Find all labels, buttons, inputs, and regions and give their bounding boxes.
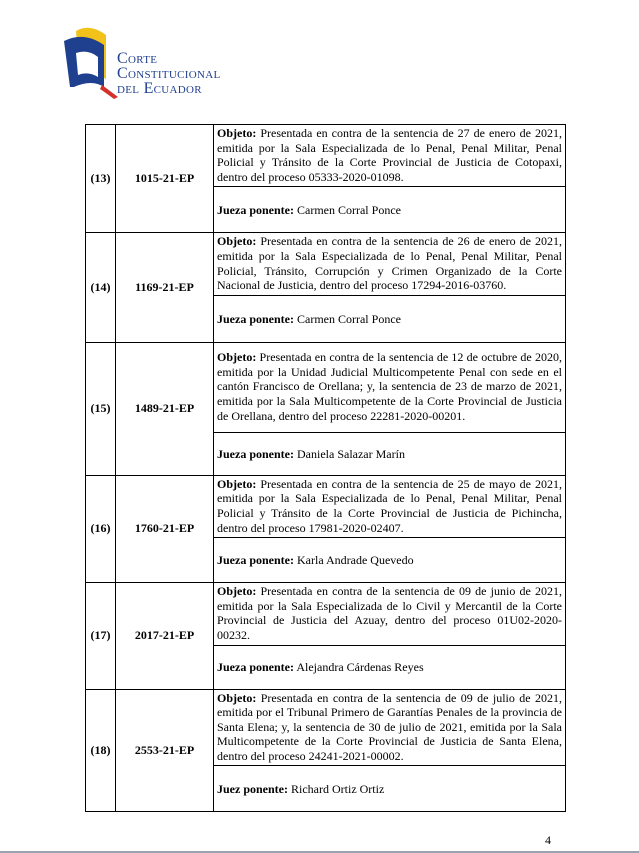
court-name xyxy=(117,51,220,96)
judge-label: Juez ponente: xyxy=(217,781,288,796)
case-judge xyxy=(214,645,566,689)
object-label: Objeto: xyxy=(217,126,257,140)
case-row-object xyxy=(86,475,566,537)
case-row-object xyxy=(86,583,566,645)
case-object xyxy=(214,475,566,537)
case-number: (17) xyxy=(86,583,116,689)
case-row-object xyxy=(86,233,566,295)
case-judge xyxy=(214,538,566,583)
case-object xyxy=(214,342,566,432)
court-logo xyxy=(62,27,252,107)
judge-name: Richard Ortiz Ortiz xyxy=(288,781,385,796)
case-object xyxy=(214,233,566,295)
case-object xyxy=(214,125,566,187)
object-text: Presentada en contra de la sentencia de 09 de julio de 2021, emitida por el Tribunal Primero de Garantías Penales de la provincia de Santa Elena; y, la sentencia de 30 de julio de 2021, emitida por la Sala Multicompetente de la Corte Provincial de Justicia de Santa Elena, dentro del proceso 24241-2021-00002. xyxy=(217,690,562,763)
judge-name: Alejandra Cárdenas Reyes xyxy=(294,660,424,674)
case-id: 2017-21-EP xyxy=(116,583,214,689)
logo-line-1: Corte xyxy=(117,50,158,67)
emblem-red-stripe xyxy=(100,85,118,99)
case-judge xyxy=(214,295,566,342)
corte-constitucional-emblem-icon xyxy=(62,27,120,99)
case-number: (16) xyxy=(86,475,116,582)
object-label: Objeto: xyxy=(217,584,257,599)
case-number: (18) xyxy=(86,689,116,812)
judge-label: Jueza ponente: xyxy=(217,311,294,326)
case-number: (14) xyxy=(86,233,116,342)
case-judge xyxy=(214,766,566,812)
case-id: 1760-21-EP xyxy=(116,475,214,582)
case-object xyxy=(214,689,566,766)
object-text: Presentada en contra de la sentencia de 26 de enero de 2021, emitida por la Sala Especializada de lo Penal, Penal Militar, Penal Policial, Tránsito, Corrupción y Crimen Organizado de la Corte Nacional de Justicia, dentro del proceso 17294-2016-03760. xyxy=(217,234,562,293)
judge-label: Jueza ponente: xyxy=(217,553,294,568)
object-text: Presentada en contra de la sentencia de 09 de junio de 2021, emitida por la Sala Especializada de lo Civil y Mercantil de la Corte Provincial de Justicia del Azuay, dentro del proceso 01U02-2020-00232. xyxy=(217,584,562,642)
logo-line-2: Constitucional xyxy=(117,65,221,82)
logo-line-3: del Ecuador xyxy=(117,80,202,97)
case-row-object xyxy=(86,689,566,766)
cases-table xyxy=(85,124,566,812)
object-label: Objeto: xyxy=(217,690,257,705)
case-id: 1489-21-EP xyxy=(116,342,214,475)
page-number: 4 xyxy=(545,833,551,847)
case-id: 1015-21-EP xyxy=(116,125,214,233)
case-row-object xyxy=(86,125,566,187)
object-label: Objeto: xyxy=(217,234,257,249)
emblem-white-cut xyxy=(76,52,98,77)
judge-name: Carmen Corral Ponce xyxy=(294,311,401,326)
case-number: (15) xyxy=(86,342,116,475)
case-id: 2553-21-EP xyxy=(116,689,214,812)
judge-label: Jueza ponente: xyxy=(217,202,294,217)
case-judge xyxy=(214,187,566,233)
judge-label: Jueza ponente: xyxy=(217,446,294,461)
case-id: 1169-21-EP xyxy=(116,233,214,342)
case-judge xyxy=(214,432,566,475)
object-text: Presentada en contra de la sentencia de 27 de enero de 2021, emitida por la Sala Especializada de lo Penal, Penal Militar, Penal Policial y Tránsito de la Corte Provincial de Justicia de Cotopaxi, dentro del proceso 05333-2020-01098. xyxy=(217,126,562,184)
case-number: (13) xyxy=(86,125,116,233)
object-label: Objeto: xyxy=(217,476,257,491)
case-row-object xyxy=(86,342,566,432)
judge-label: Jueza ponente: xyxy=(217,660,294,674)
judge-name: Karla Andrade Quevedo xyxy=(294,553,414,568)
object-text: Presentada en contra de la sentencia de 25 de mayo de 2021, emitida por la Sala Especializada de lo Penal, Penal Militar, Penal Policial y Tránsito de la Corte Provincial de Justicia de Pichincha, dentro del proceso 17981-2020-02407. xyxy=(217,476,562,535)
case-object xyxy=(214,583,566,645)
judge-name: Daniela Salazar Marín xyxy=(294,446,405,461)
object-label: Objeto: xyxy=(217,350,257,365)
object-text: Presentada en contra de la sentencia de 12 de octubre de 2020, emitida por la Unidad Judicial Multicompetente Penal con sede en el cantón Francisco de Orellana; y, la sentencia de 23 de marzo de 2021, emitida por la Sala Multicompetente de la Corte Provincial de Justicia de Orellana, dentro del proceso 22281-2020-00201. xyxy=(217,350,562,423)
judge-name: Carmen Corral Ponce xyxy=(294,202,401,217)
